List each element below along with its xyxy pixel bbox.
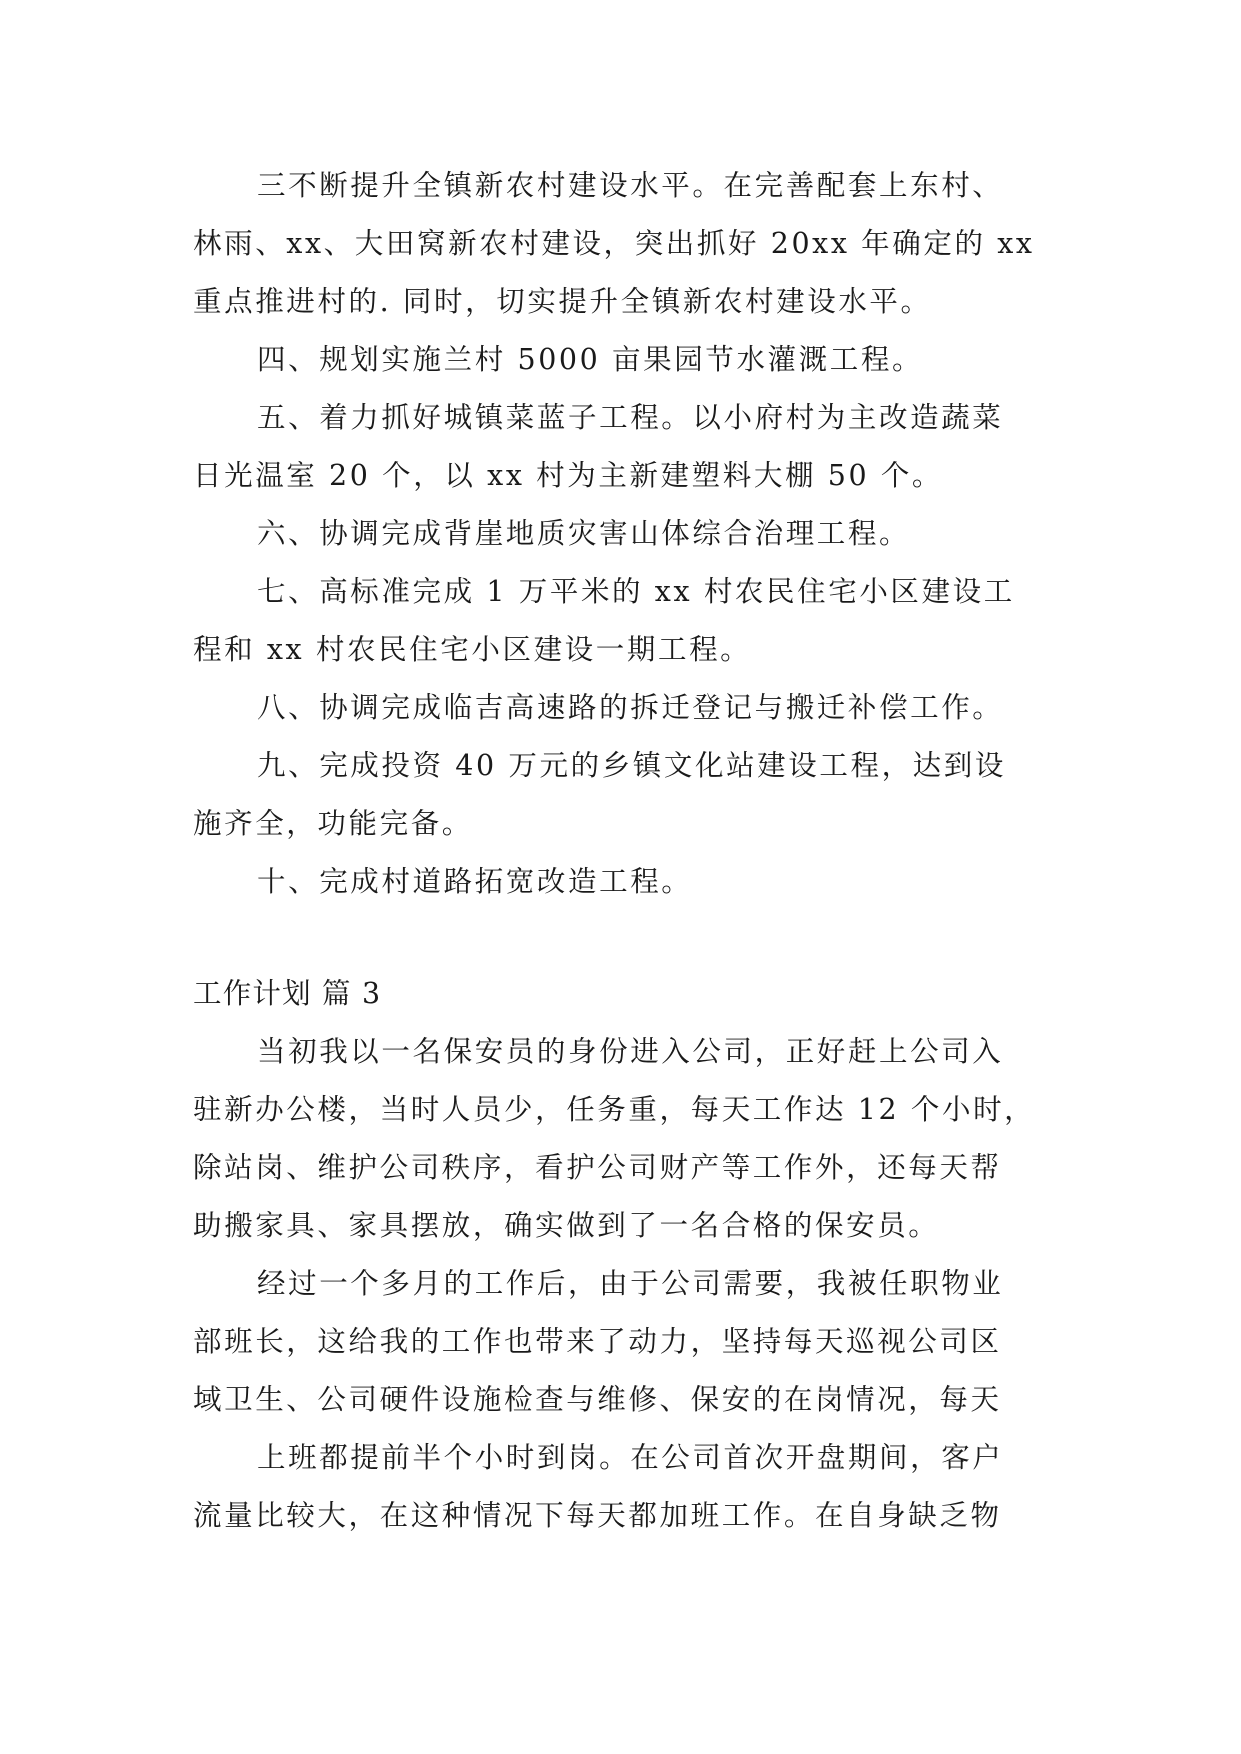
paragraph-line: 除站岗、维护公司秩序，看护公司财产等工作外，还每天帮 (193, 1151, 1002, 1184)
section-heading: 工作计划 篇 3 (193, 977, 382, 1010)
paragraph-line: 七、高标准完成 1 万平米的 xx 村农民住宅小区建设工 (257, 575, 1015, 608)
paragraph-line: 助搬家具、家具摆放，确实做到了一名合格的保安员。 (193, 1209, 940, 1242)
paragraph-line: 十、完成村道路拓宽改造工程。 (257, 865, 693, 898)
paragraph-line: 流量比较大，在这种情况下每天都加班工作。在自身缺乏物 (193, 1499, 1002, 1532)
paragraph-line: 部班长，这给我的工作也带来了动力，坚持每天巡视公司区 (193, 1325, 1002, 1358)
paragraph-line: 重点推进村的. 同时，切实提升全镇新农村建设水平。 (193, 285, 932, 318)
paragraph-line: 经过一个多月的工作后，由于公司需要，我被任职物业 (257, 1267, 1004, 1300)
paragraph-line: 四、规划实施兰村 5000 亩果园节水灌溉工程。 (257, 343, 924, 376)
paragraph-line: 九、完成投资 40 万元的乡镇文化站建设工程，达到设 (257, 749, 1006, 782)
paragraph-line: 程和 xx 村农民住宅小区建设一期工程。 (193, 633, 752, 666)
paragraph-line: 林雨、xx、大田窝新农村建设，突出抓好 20xx 年确定的 xx (193, 227, 1035, 260)
paragraph-line: 域卫生、公司硬件设施检查与维修、保安的在岗情况，每天 (193, 1383, 1002, 1416)
paragraph-line: 上班都提前半个小时到岗。在公司首次开盘期间，客户 (257, 1441, 1004, 1474)
paragraph-line: 驻新办公楼，当时人员少，任务重，每天工作达 12 个小时， (193, 1093, 1036, 1126)
paragraph-line: 六、协调完成背崖地质灾害山体综合治理工程。 (257, 517, 911, 550)
paragraph-line: 五、着力抓好城镇菜蓝子工程。以小府村为主改造蔬菜 (257, 401, 1004, 434)
paragraph-line: 八、协调完成临吉高速路的拆迁登记与搬迁补偿工作。 (257, 691, 1004, 724)
paragraph-line: 施齐全，功能完备。 (193, 807, 473, 840)
paragraph-line: 三不断提升全镇新农村建设水平。在完善配套上东村、 (257, 169, 1004, 202)
paragraph-line: 当初我以一名保安员的身份进入公司，正好赶上公司入 (257, 1035, 1004, 1068)
paragraph-line: 日光温室 20 个，以 xx 村为主新建塑料大棚 50 个。 (193, 459, 944, 492)
